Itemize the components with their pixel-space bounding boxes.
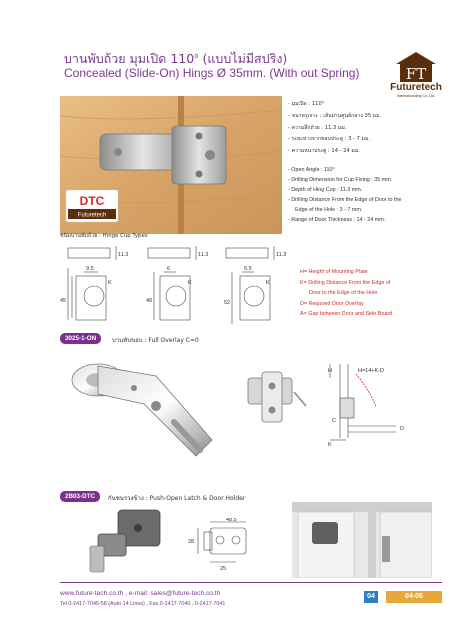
- formula-label: H=14+K-D: [358, 368, 384, 374]
- dim-48-5: 48.5: [226, 518, 237, 523]
- hinge-photo: [60, 96, 282, 234]
- brand-sub: Futuretech: [77, 212, 107, 219]
- footer-divider: [60, 582, 442, 583]
- d1-top-dim: 9.5: [86, 266, 94, 272]
- spec-en-item: - Open Angle : 110°: [288, 167, 335, 173]
- footer-website-email: www.future-tech.co.th , e-mail: sales@future-tech.co.th: [60, 590, 221, 597]
- spec-en-item: - Drilling Dimension for Cup Fixing : 35 mm.: [288, 177, 393, 184]
- logo-name: Futuretech: [390, 82, 442, 93]
- d2-k-label: K: [188, 280, 192, 286]
- logo-subline: Internationaling Co.,Ltd.: [396, 94, 436, 98]
- specs-english: [288, 165, 402, 226]
- page-title-english: Concealed (Slide-On) Hings Ø 35mm. (With out Spring): [64, 66, 360, 80]
- spec-th-item: - มุมเปิด : 110°: [288, 101, 325, 107]
- d3-height-dim: 11.3: [276, 252, 287, 258]
- d-label: D: [400, 426, 404, 432]
- d1-side-dim: 45: [60, 298, 67, 304]
- page-code: 04-06: [386, 591, 442, 603]
- spec-en-item: - Depth of Hing Cup : 11.3 mm.: [288, 187, 363, 194]
- legend-item: Door to the Edge of the Hole: [309, 290, 378, 297]
- k-label: K: [328, 442, 332, 448]
- spec-en-item: - Range of Door Thickness : 14 - 24 mm.: [288, 217, 386, 224]
- hinge-product-image: [64, 352, 224, 472]
- legend-item: K= Drilling Distance From the Edge of: [300, 279, 391, 286]
- page-title-thai: บานพับถ้วย มุมเปิด 110$^o$ (แบบไม่มีสปริง): [64, 51, 288, 66]
- h-label: H: [328, 368, 332, 374]
- push-latch-image: [84, 504, 174, 576]
- latch-installation-image: [292, 502, 432, 578]
- product-description: กันชนรวงข้าง : Push-Open Latch & Door Holder: [108, 495, 246, 502]
- spec-th-item: - ระยะห่างจากขอบประตู : 3 - 7 มม.: [288, 136, 371, 143]
- product-description: บานทับขอบ : Full Overlay C=0: [112, 337, 199, 344]
- dim-28: 28: [188, 539, 195, 545]
- product-code-badge: 2B03-DTC: [60, 491, 100, 502]
- page-number: 04: [364, 591, 378, 603]
- spec-th-item: - ความหนาประตู : 14 - 24 มม.: [288, 148, 360, 155]
- cup-types-label: ชนิดบานพับถ้วย : Hinge Cup Types: [60, 233, 148, 239]
- legend-item: A= Gap between Door and Side Board: [300, 311, 393, 318]
- d3-side-dim: 52: [224, 300, 231, 306]
- dimension-legend: [300, 267, 392, 320]
- d2-side-dim: 48: [146, 298, 153, 304]
- d1-k-label: K: [108, 280, 112, 286]
- cup-type-diagrams: [60, 244, 292, 328]
- d2-top-dim: 6: [167, 266, 171, 272]
- spec-th-item: - ความลึกถ้วย : 11.3 มม.: [288, 124, 347, 131]
- d1-height-dim: 11.3: [118, 252, 129, 258]
- c-label: C: [332, 418, 336, 424]
- legend-item: H= Height of Mounting Plate: [300, 269, 368, 275]
- spec-th-item: - ขนาดรูเจาะ : เส้นผ่านศูนย์กลาง 35 มม.: [288, 112, 382, 119]
- specs-thai: [288, 99, 381, 158]
- spec-en-item: - Drilling Distance From the Edge of Door to the: [288, 197, 402, 204]
- product-code-badge: 3025-1-ON: [60, 333, 101, 344]
- footer-phone-fax: Tel.0-2417-7045-58 (Auto 14 Lines) , Fax.0-2417-7040 , 0-2417-7041: [60, 601, 226, 607]
- overlay-dimension-diagram: [316, 358, 424, 450]
- d2-height-dim: 11.3: [198, 252, 209, 258]
- dim-25: 25: [220, 566, 227, 572]
- brand-badge: DTC: [79, 194, 105, 208]
- d3-k-label: K: [266, 280, 270, 286]
- legend-item: D= Required Door Overlay: [300, 300, 364, 307]
- latch-dimension-drawing: [186, 518, 266, 572]
- spec-en-item: Edge of the Hole : 3 - 7 mm.: [295, 207, 363, 214]
- svg-text:FT: FT: [405, 65, 427, 83]
- mounting-plate-image: [240, 366, 310, 436]
- d3-top-dim: 5.5: [244, 266, 252, 272]
